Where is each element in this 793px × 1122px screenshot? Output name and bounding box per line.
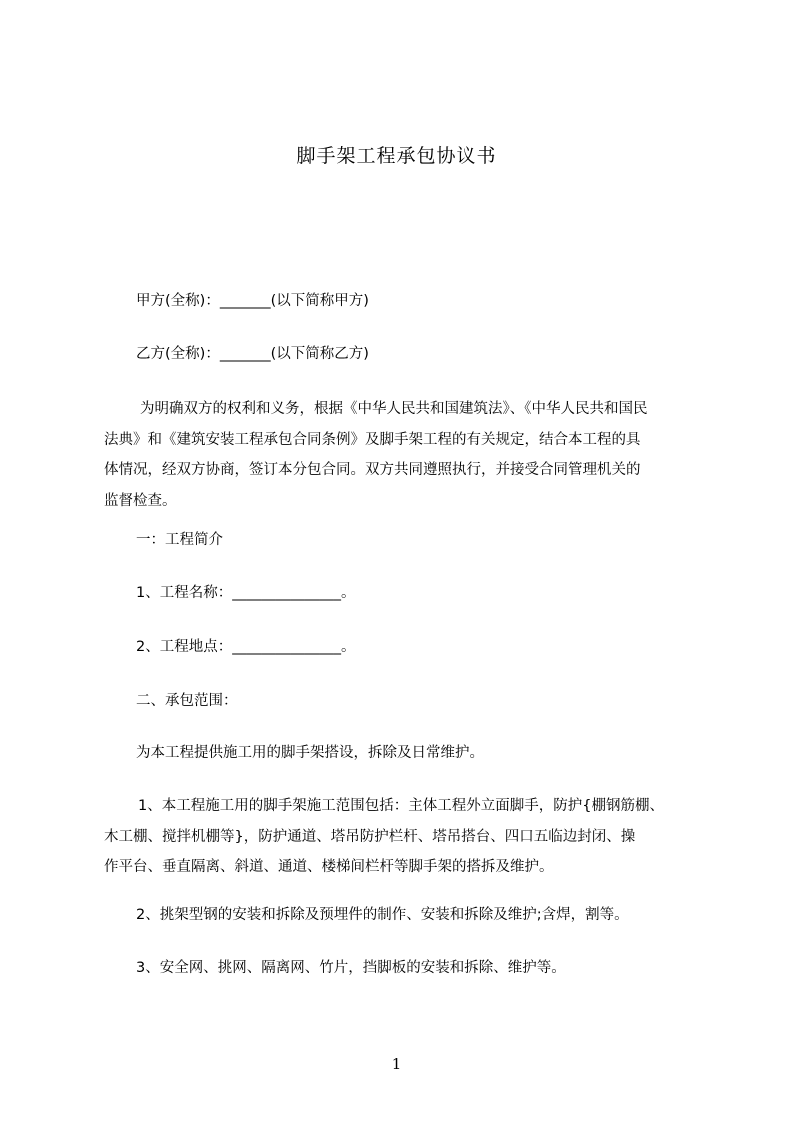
party-a-line: 甲方(全称)：_______(以下简称甲方)	[136, 293, 369, 309]
scope-intro-line: 为本工程提供施工用的脚手架搭设，拆除及日常维护。	[136, 745, 484, 761]
scope-item-3: 3、安全网、挑网、隔离网、竹片，挡脚板的安装和拆除、维护等。	[136, 960, 566, 976]
project-name-line: 1、工程名称：_______________。	[136, 585, 356, 601]
scope-item-1: 1、本工程施工用的脚手架施工范围包括：主体工程外立面脚手，防护{棚钢筋棚、 木工棚、搅拌机棚等}，防护通道、塔吊防护栏杆、塔吊搭台、四口五临边封闭、操 作平台、垂直隔离、斜道、通道、楼梯间栏杆等脚手架的搭拆及维护。	[104, 798, 664, 875]
document-title: 脚手架工程承包协议书	[296, 145, 497, 167]
section-heading-scope: 二、承包范围：	[136, 693, 238, 709]
project-location-line: 2、工程地点：_______________。	[136, 639, 356, 655]
page-number: 1	[391, 1055, 402, 1073]
section-heading-project-intro: 一：工程简介	[136, 532, 223, 548]
scope-item-2: 2、挑架型钢的安装和拆除及预埋件的制作、安装和拆除及维护;含焊，割等。	[136, 907, 629, 923]
intro-paragraph: 为明确双方的权利和义务，根据《中华人民共和国建筑法》、《中华人民共和国民 法典》和《建筑安装工程承包合同条例》及脚手架工程的有关规定，结合本工程的具 体情况，经双方协商，签订本分包合同。双方共同遵照执行，并接受合同管理机关的 监督检查。	[104, 401, 648, 509]
party-b-line: 乙方(全称)：_______(以下简称乙方)	[136, 346, 369, 362]
